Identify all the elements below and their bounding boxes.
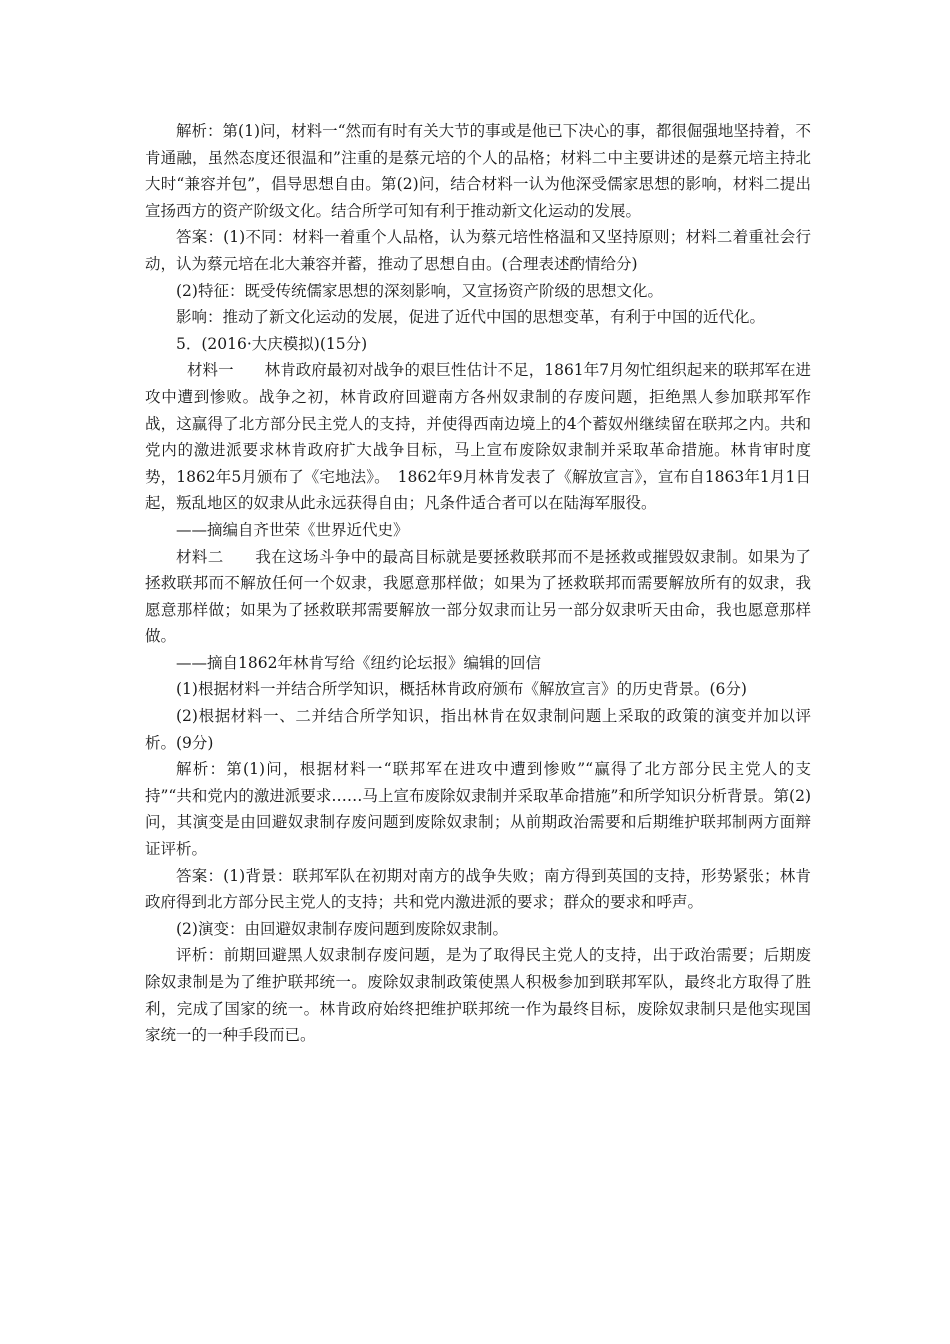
answer-paragraph-q5-part2-evaluation: 评析：前期回避黑人奴隶制存废问题，是为了取得民主党人的支持，出于政治需要；后期废除奴隶制是为了维护联邦统一。废除奴隶制政策使黑人积极参加到联邦军队，最终北方取得了胜利，完成了国家的统一。林肯政府始终把维护联邦统一作为最终目标，废除奴隶制只是他实现国家统一的一种手段而已。 [145, 946, 811, 1045]
analysis-paragraph-q5: 解析：第(1)问，根据材料一“联邦军在进攻中遭到惨败”“赢得了北方部分民主党人的支持”“共和党内的激进派要求……马上宣布废除奴隶制并采取革命措施”和所学知识分析背景。第(2)问，其演变是由回避奴隶制存废问题到废除奴隶制；从前期政治需要和后期维护联邦制两方面辩证评析。 [145, 760, 811, 859]
question-5-part2: (2)根据材料一、二并结合所学知识，指出林肯在奴隶制问题上采取的政策的演变并加以评析。(9分) [145, 707, 811, 752]
document-page [145, 118, 811, 1049]
analysis-paragraph-q4: 解析：第(1)问，材料一“然而有时有关大节的事或是他已下决心的事，都很倔强地坚持着，不肯通融，虽然态度还很温和”注重的是蔡元培的个人的品格；材料二中主要讲述的是蔡元培主持北大时“兼容并包”，倡导思想自由。第(2)问，结合材料一认为他深受儒家思想的影响，材料二提出宣扬西方的资产阶级文化。结合所学可知有利于推动新文化运动的发展。 [145, 122, 811, 220]
question-5-heading: 5．(2016·大庆模拟)(15分) [176, 334, 368, 353]
material-one-source: ——摘编自齐世荣《世界近代史》 [176, 520, 409, 539]
material-two-source: ——摘自1862年林肯写给《纽约论坛报》编辑的回信 [176, 653, 541, 672]
answer-paragraph-q5-part2-evolution: (2)演变：由回避奴隶制存废问题到废除奴隶制。 [176, 919, 508, 938]
material-one-paragraph: 材料一 林肯政府最初对战争的艰巨性估计不足，1861年7月匆忙组织起来的联邦军在进攻中遭到惨败。战争之初，林肯政府回避南方各州奴隶制的存废问题，拒绝黑人参加联邦军作战，这赢得了北方部分民主党人的支持，并使得西南边境上的4个蓄奴州继续留在联邦之内。共和党内的激进派要求林肯政府扩大战争目标，马上宣布废除奴隶制并采取革命措施。林肯审时度势，1862年5月颁布了《宅地法》。 1862年9月林肯发表了《解放宣言》，宣布自1863年1月1日起，叛乱地区的奴隶从此永远获得自由；凡条件适合者可以在陆海军服役。 [145, 361, 811, 513]
answer-paragraph-q4-part2-feature: (2)特征：既受传统儒家思想的深刻影响，又宣扬资产阶级的思想文化。 [176, 281, 663, 300]
answer-paragraph-q5-part1: 答案：(1)背景：联邦军队在初期对南方的战争失败；南方得到英国的支持，形势紧张；林肯政府得到北方部分民主党人的支持；共和党内激进派的要求；群众的要求和呼声。 [145, 866, 811, 912]
answer-paragraph-q4-part2-impact: 影响：推动了新文化运动的发展，促进了近代中国的思想变革，有利于中国的近代化。 [176, 308, 766, 327]
answer-paragraph-q4-part1: 答案：(1)不同：材料一着重个人品格，认为蔡元培性格温和又坚持原则；材料二着重社会行动，认为蔡元培在北大兼容并蓄，推动了思想自由。(合理表述酌情给分) [145, 228, 811, 273]
material-two-paragraph: 材料二 我在这场斗争中的最高目标就是要拯救联邦而不是拯救或摧毁奴隶制。如果为了拯救联邦而不解放任何一个奴隶，我愿意那样做；如果为了拯救联邦而需要解放所有的奴隶，我愿意那样做；如果为了拯救联邦需要解放一部分奴隶而让另一部分奴隶听天由命，我也愿意那样做。 [145, 547, 811, 646]
question-5-part1: (1)根据材料一并结合所学知识，概括林肯政府颁布《解放宣言》的历史背景。(6分) [176, 680, 747, 699]
